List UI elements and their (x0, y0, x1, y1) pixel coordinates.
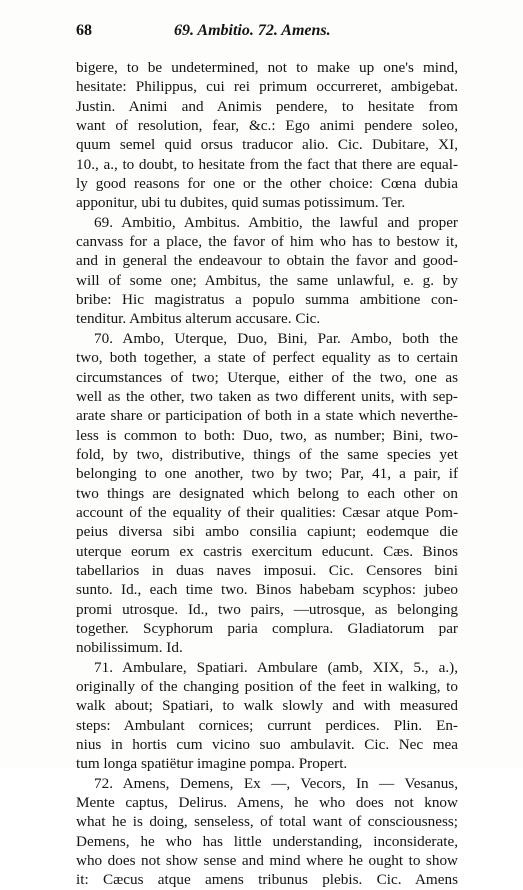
text-line: nius in hortis cum vicino suo ambulavit. Cic. Nec mea (76, 736, 458, 754)
text-line: bigere, to be undetermined, not to make up one's mind, (76, 59, 458, 76)
text-line: quum semel quid orsus traducor alio. Cic. Dubitare, XI, (76, 136, 458, 154)
text-line: tabellarios in duas naves imposui. Cic. Censores bini (76, 561, 458, 579)
text-line: it: Cæcus atque amens tribunus plebis. Cic. Amens (76, 871, 458, 889)
text-line: tenditur. Ambitus alterum accusare. Cic. (76, 310, 321, 328)
text-line: 71. Ambulare, Spatiari. Ambulare (amb, XIX, 5., a.), (94, 658, 458, 676)
text-line: bribe: Hic magistratus a populo summa ambitione con- (76, 291, 458, 309)
text-line: together. Scyphorum paria complura. Gladiatorum par (76, 619, 458, 637)
text-line: 10., a., to doubt, to hesitate from the fact that there are equal- (76, 155, 458, 173)
text-line: who does not show sense and mind where he ought to show (76, 852, 458, 870)
text-line: Mente captus, Delirus. Amens, he who does not know (76, 794, 458, 812)
text-line: canvass for a place, the favor of him who has to bestow it, (76, 233, 458, 251)
text-line: what he is doing, senseless, of total want of consciousness; (76, 813, 458, 831)
text-line: nobilissimum. Id. (76, 639, 183, 657)
running-head-title: 69. Ambitio. 72. Amens. (174, 22, 331, 39)
text-line: want of resolution, fear, &c.: Ego animi pendere soleo, (76, 117, 458, 135)
text-line: less is common to both: Duo, two, as number; Bini, two- (76, 426, 458, 444)
text-line: fold, by two, distributive, things of the same species yet (76, 445, 458, 463)
text-line: apponitur, ubi tu dubites, quid sumas potissimum. Ter. (76, 194, 406, 212)
text-line: tum longa spatiëtur imagine pompa. Propert. (76, 755, 348, 773)
text-line: well as the other, two taken as two different units, with sep- (76, 387, 458, 405)
text-line: Demens, he who has little understanding, inconsiderate, (76, 832, 458, 850)
page-number: 68 (76, 22, 92, 39)
text-line: two things are designated which belong to each other on (76, 484, 458, 502)
text-line: ly good reasons for one or the other choice: Cœna dubia (76, 175, 458, 193)
text-line: will of some one; Ambitus, the same unlawful, e. g. by (76, 271, 458, 289)
text-line: account of the equality of their qualities: Cæsar atque Pom- (76, 503, 458, 521)
text-line: peius diversa sibi ambo consilia capiunt; eodemque die (76, 523, 458, 541)
text-line: 69. Ambitio, Ambitus. Ambitio, the lawful and proper (94, 213, 458, 231)
text-line: uterque eorum ex castris exercitum educunt. Cæs. Binos (76, 542, 458, 560)
text-line: originally of the changing position of the feet in walking, to (76, 678, 458, 695)
text-line: promi utrosque. Id., two pairs, —utrosque, as belonging (76, 600, 458, 618)
text-line: 72. Amens, Demens, Ex —, Vecors, In — Vesanus, (94, 774, 458, 792)
text-line: circumstances of two; Uterque, either of the two, one as (76, 368, 458, 386)
text-line: walk about; Spatiari, to walk slowly and with measured (76, 697, 458, 715)
text-line: sunto. Id., each time two. Binos habebam scyphos: jubeo (76, 581, 458, 599)
text-line: hesitate: Philippus, cui rei primum occurreret, ambigebat. (76, 78, 458, 96)
text-line: arate share or participation of both in a state which neverthe- (76, 407, 458, 425)
text-line: two, both together, a state of perfect equality as to certain (76, 349, 458, 367)
text-line: belonging to one another, two by two; Par, 41, a pair, if (76, 465, 458, 483)
text-line: Justin. Animi and Animis pendere, to hesitate from (76, 97, 458, 115)
running-head (76, 22, 458, 44)
text-line: 70. Ambo, Uterque, Duo, Bini, Par. Ambo, both the (94, 329, 458, 347)
body-text (76, 58, 458, 890)
text-line: and in general the endeavour to obtain the favor and good- (76, 252, 458, 270)
text-line: steps: Ambulant cornices; currunt perdices. Plin. En- (76, 716, 458, 734)
